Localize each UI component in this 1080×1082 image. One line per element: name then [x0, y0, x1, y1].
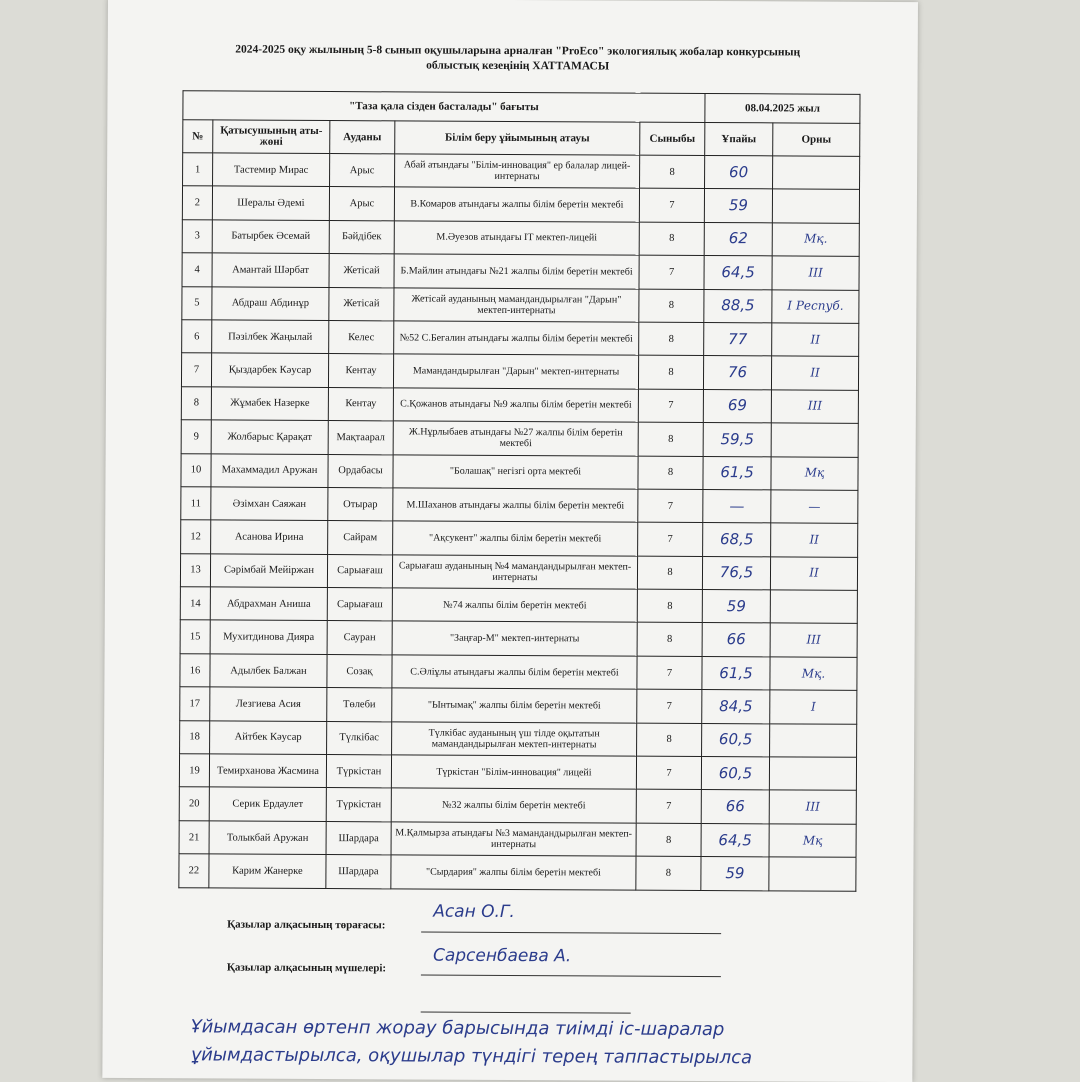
header-score: Ұпайы: [705, 123, 773, 156]
cell-grade: 8: [636, 856, 701, 890]
cell-grade: 7: [639, 189, 704, 223]
cell-score: 88,5: [704, 289, 772, 323]
cell-number: 13: [180, 553, 210, 587]
cell-number: 20: [179, 787, 209, 821]
cell-number: 8: [181, 387, 211, 421]
cell-grade: 8: [637, 723, 702, 757]
cell-district: Жетісай: [329, 254, 394, 288]
cell-number: 10: [181, 453, 211, 487]
header-name: Қатысушының аты-жөні: [213, 120, 330, 154]
table-row: [180, 587, 857, 624]
cell-district: Отырар: [328, 487, 393, 521]
table-row: [179, 821, 856, 858]
cell-district: Сауран: [327, 621, 392, 655]
cell-organization: С.Қожанов атындағы №9 жалпы білім беретін мектебі: [393, 388, 638, 423]
table-row: [180, 620, 857, 657]
cell-name: Әзімхан Саяжан: [211, 487, 328, 521]
cell-organization: Мамандандырылған "Дарын" мектеп-интернаты: [393, 354, 638, 389]
cell-organization: "Ақсукент" жалпы білім беретін мектебі: [393, 521, 638, 556]
cell-name: Айтбек Кәусар: [210, 721, 327, 755]
cell-grade: 8: [636, 823, 701, 857]
cell-district: Төлеби: [327, 688, 392, 722]
cell-place: II: [770, 557, 857, 591]
cell-district: Шардара: [326, 855, 391, 889]
cell-name: Қыздарбек Кәусар: [211, 353, 328, 387]
cell-name: Жұмабек Назерке: [211, 387, 328, 421]
chair-signature-line: [421, 932, 721, 935]
header-grade: Сыныбы: [640, 122, 705, 155]
cell-score: 60: [705, 156, 773, 190]
cell-number: 22: [179, 854, 209, 888]
cell-score: 66: [702, 623, 770, 657]
cell-name: Толыкбай Аружан: [209, 821, 326, 855]
cell-district: Кентау: [328, 354, 393, 388]
cell-name: Тастемир Мирас: [213, 153, 330, 187]
direction-cell: "Таза қала сізден басталады" бағыты: [183, 91, 705, 123]
cell-district: Созақ: [327, 654, 392, 688]
title-line-2: облыстық кезеңінің ХАТТАМАСЫ: [426, 59, 610, 73]
cell-name: Сәрімбай Мейіржан: [210, 554, 327, 588]
table-row: [180, 654, 857, 691]
cell-place: III: [771, 390, 858, 424]
cell-score: 62: [704, 222, 772, 256]
cell-organization: "Сырдария" жалпы білім беретін мектебі: [391, 855, 636, 890]
cell-score: 76: [703, 356, 771, 390]
cell-grade: 7: [639, 255, 704, 289]
cell-organization: №52 С.Бегалин атындағы жалпы білім беретін мектебі: [394, 321, 639, 356]
cell-name: Темирханова Жасмина: [209, 754, 326, 788]
cell-place: I: [770, 690, 857, 724]
table-row: [183, 153, 860, 190]
cell-organization: Түркістан "Білім-инновация" лицейі: [391, 755, 636, 790]
cell-number: 19: [179, 754, 209, 788]
cell-place: III: [769, 790, 856, 824]
cell-district: Түркістан: [326, 755, 391, 789]
cell-score: 64,5: [704, 256, 772, 290]
cell-score: 66: [701, 790, 769, 824]
cell-name: Пәзілбек Жаңылай: [212, 320, 329, 354]
cell-name: Асанова Ирина: [211, 520, 328, 554]
cell-place: —: [771, 490, 858, 524]
table-row: [181, 387, 858, 424]
cell-organization: Түлкібас ауданының үш тілде оқытатын мамандандырылған мектеп-интернаты: [392, 722, 637, 757]
cell-name: Карим Жанерке: [209, 854, 326, 888]
table-row: [180, 553, 857, 590]
cell-organization: М.Шаханов атындағы жалпы білім беретін мектебі: [393, 488, 638, 523]
cell-place: Мқ.: [772, 223, 859, 257]
cell-score: 61,5: [702, 656, 770, 690]
table-row: [179, 754, 856, 791]
cell-number: 15: [180, 620, 210, 654]
members-signature: Сарсенбаева А.: [432, 945, 572, 967]
cell-district: Сарыағаш: [327, 554, 392, 588]
cell-score: 76,5: [702, 556, 770, 590]
cell-number: 16: [180, 654, 210, 688]
cell-grade: 8: [637, 556, 702, 590]
note-line-1: Ұйымдасан өртенп жорау барысында тиімді іс-шаралар: [190, 1016, 725, 1041]
cell-name: Лезгиева Асия: [210, 687, 327, 721]
cell-place: [769, 857, 856, 891]
cell-organization: Жетісай ауданының мамандандырылған "Дарын" мектеп-интернаты: [394, 287, 639, 322]
document-page: [102, 0, 918, 1082]
cell-score: 61,5: [703, 456, 771, 490]
header-organization: Білім беру ұйымының атауы: [395, 121, 640, 155]
handwritten-note: [190, 1013, 890, 1073]
cell-organization: Сарыағаш ауданының №4 мамандандырылған мектеп-интернаты: [392, 555, 637, 590]
cell-number: 12: [181, 520, 211, 554]
cell-district: Түркістан: [326, 788, 391, 822]
cell-grade: 8: [639, 289, 704, 323]
cell-number: 1: [183, 153, 213, 187]
cell-number: 18: [180, 720, 210, 754]
cell-place: [770, 723, 857, 757]
cell-grade: 7: [637, 656, 702, 690]
cell-organization: Б.Майлин атындағы №21 жалпы білім беретін мектебі: [394, 254, 639, 289]
cell-grade: 7: [638, 522, 703, 556]
date-cell: 08.04.2025 жыл: [705, 94, 860, 124]
title-line-1: 2024-2025 оқу жылының 5-8 сынып оқушыларына арналған "ProEco" экологиялық жобалар конкурсының: [235, 43, 801, 59]
cell-place: Мқ: [771, 456, 858, 490]
cell-organization: Абай атындағы "Білім-инновация" ер балалар лицей-интернаты: [395, 154, 640, 189]
cell-district: Ордабасы: [328, 454, 393, 488]
document-title: [178, 42, 858, 76]
cell-number: 5: [182, 286, 212, 320]
cell-place: II: [772, 323, 859, 357]
cell-score: 68,5: [703, 523, 771, 557]
cell-name: Жолбарыс Қарақат: [211, 420, 328, 454]
cell-place: [769, 757, 856, 791]
cell-name: Батырбек Әсемай: [212, 220, 329, 254]
cell-name: Шералы Әдемі: [212, 186, 329, 220]
cell-organization: №74 жалпы білім беретін мектебі: [392, 588, 637, 623]
members-signature-line: [421, 975, 721, 978]
cell-place: [770, 590, 857, 624]
table-row: [180, 720, 857, 757]
cell-organization: "Ынтымақ" жалпы білім беретін мектебі: [392, 688, 637, 723]
cell-score: 59: [701, 857, 769, 891]
cell-score: 59: [702, 590, 770, 624]
table-row: [182, 186, 859, 223]
results-table: [178, 90, 860, 891]
cell-grade: 8: [639, 222, 704, 256]
cell-score: —: [703, 489, 771, 523]
extra-signature-line: [421, 1012, 631, 1014]
cell-name: Серик Ердаулет: [209, 787, 326, 821]
table-row: [180, 687, 857, 724]
cell-place: [771, 423, 858, 457]
table-row: [181, 487, 858, 524]
header-number: №: [183, 120, 213, 153]
cell-grade: 7: [636, 790, 701, 824]
cell-organization: Ж.Нұрлыбаев атындағы №27 жалпы білім беретін мектебі: [393, 421, 638, 456]
cell-place: Мқ: [769, 824, 856, 858]
cell-organization: №32 жалпы білім беретін мектебі: [391, 788, 636, 823]
cell-district: Сайрам: [328, 521, 393, 555]
cell-score: 64,5: [701, 823, 769, 857]
cell-grade: 8: [638, 356, 703, 390]
cell-district: Арыс: [330, 154, 395, 188]
cell-number: 17: [180, 687, 210, 721]
cell-grade: 7: [636, 756, 701, 790]
cell-grade: 7: [638, 489, 703, 523]
table-row: [179, 854, 856, 891]
chair-signature: Асан О.Г.: [433, 901, 515, 923]
chair-label: Қазылар алқасының төрағасы:: [227, 918, 386, 932]
cell-name: Абдрахман Аниша: [210, 587, 327, 621]
cell-number: 4: [182, 253, 212, 287]
cell-number: 3: [182, 220, 212, 254]
cell-district: Жетісай: [329, 287, 394, 321]
table-row: [182, 320, 859, 357]
cell-place: I Респуб.: [772, 289, 859, 323]
table-row: [179, 787, 856, 824]
cell-number: 7: [181, 353, 211, 387]
cell-place: [772, 189, 859, 223]
cell-organization: М.Әуезов атындағы IT мектеп-лицейі: [394, 221, 639, 256]
cell-number: 21: [179, 821, 209, 855]
cell-district: Шардара: [326, 821, 391, 855]
table-row: [182, 253, 859, 290]
cell-score: 84,5: [702, 690, 770, 724]
table-row: [181, 420, 858, 457]
cell-number: 11: [181, 487, 211, 521]
cell-place: Мқ.: [770, 657, 857, 691]
cell-grade: 8: [637, 589, 702, 623]
table-row: [181, 353, 858, 390]
direction-row: [183, 91, 860, 124]
cell-score: 69: [703, 389, 771, 423]
cell-grade: 8: [637, 623, 702, 657]
cell-organization: С.Әліұлы атындағы жалпы білім беретін мектебі: [392, 655, 637, 690]
cell-place: II: [771, 523, 858, 557]
cell-score: 77: [704, 322, 772, 356]
table-row: [182, 220, 859, 257]
cell-place: II: [771, 356, 858, 390]
cell-district: Бәйдібек: [329, 220, 394, 254]
cell-name: Махаммадил Аружан: [211, 453, 328, 487]
cell-score: 59,5: [703, 423, 771, 457]
cell-organization: "Заңғар-М" мектеп-интернаты: [392, 621, 637, 656]
cell-grade: 8: [640, 155, 705, 189]
header-place: Орны: [773, 123, 860, 156]
note-line-2: ұйымдастырылса, оқушылар түндігі терең таппастырылса: [190, 1044, 753, 1069]
cell-grade: 7: [637, 689, 702, 723]
cell-district: Кентау: [328, 387, 393, 421]
cell-number: 14: [180, 587, 210, 621]
cell-number: 9: [181, 420, 211, 454]
cell-place: III: [772, 256, 859, 290]
cell-number: 6: [182, 320, 212, 354]
table-row: [182, 286, 859, 323]
cell-name: Амантай Шәрбат: [212, 253, 329, 287]
cell-place: III: [770, 623, 857, 657]
cell-organization: "Болашақ" негізгі орта мектебі: [393, 454, 638, 489]
cell-number: 2: [182, 186, 212, 220]
cell-name: Мухитдинова Дияра: [210, 620, 327, 654]
cell-name: Абдраш Абдинұр: [212, 286, 329, 320]
header-district: Ауданы: [330, 121, 395, 154]
cell-organization: М.Қалмырза атындағы №3 мамандандырылған мектеп-интернаты: [391, 822, 636, 857]
cell-district: Келес: [329, 320, 394, 354]
cell-district: Сарыағаш: [327, 588, 392, 622]
cell-grade: 8: [638, 422, 703, 456]
header-row: [183, 120, 860, 157]
cell-district: Арыс: [329, 187, 394, 221]
cell-score: 59: [704, 189, 772, 223]
cell-organization: В.Комаров атындағы жалпы білім беретін мектебі: [394, 187, 639, 222]
cell-score: 60,5: [702, 723, 770, 757]
cell-grade: 7: [638, 389, 703, 423]
cell-score: 60,5: [701, 757, 769, 791]
cell-district: Мақтаарал: [328, 421, 393, 455]
members-label: Қазылар алқасының мүшелері:: [226, 961, 387, 975]
table-row: [181, 520, 858, 557]
cell-grade: 8: [638, 456, 703, 490]
cell-name: Адылбек Балжан: [210, 654, 327, 688]
cell-grade: 8: [639, 322, 704, 356]
cell-district: Түлкібас: [327, 721, 392, 755]
table-row: [181, 453, 858, 490]
cell-place: [773, 156, 860, 190]
